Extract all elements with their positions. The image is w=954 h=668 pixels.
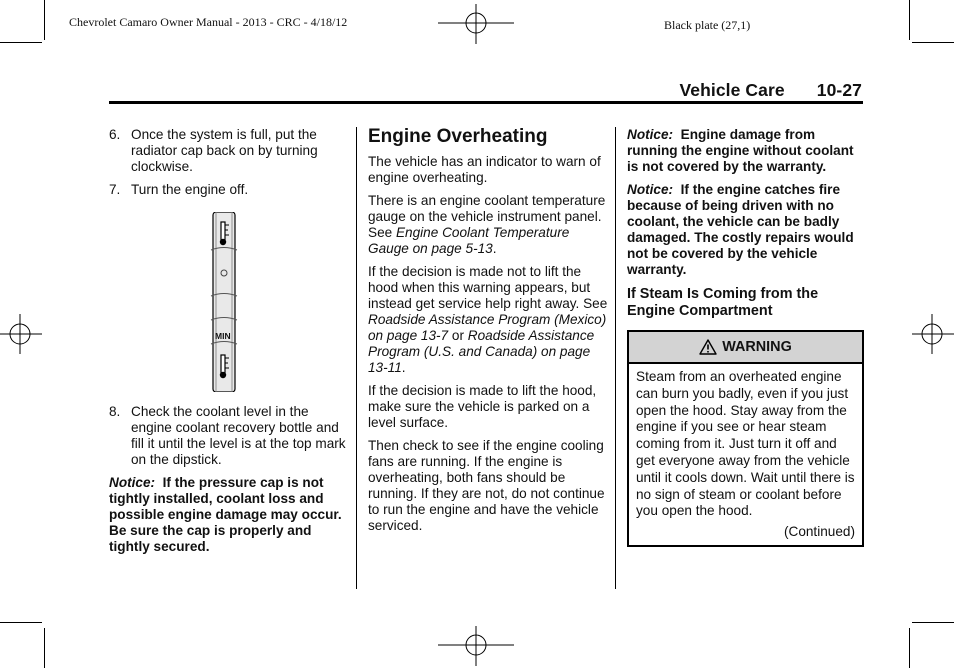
registration-mark-icon xyxy=(438,4,514,44)
header-rule xyxy=(109,101,863,104)
crop-mark xyxy=(909,0,910,40)
notice-label: Notice: xyxy=(627,182,674,197)
cross-reference-link[interactable]: Engine Coolant Temperature Gauge on page 5-13 xyxy=(368,225,570,256)
crop-mark xyxy=(909,628,910,668)
warning-text: Steam from an overheated engine can burn you badly, even if you just open the hood. Stay away from the engine if you see or hear steam coming from it. Just turn it off and get everyone away from the vehicle until it cools down. Wait until there is no sign of steam or coolant before you open the hood. xyxy=(636,369,855,519)
page-number: 10-27 xyxy=(816,80,862,100)
cross-reference-link[interactable]: Roadside Assistance Program (U.S. and Canada) on page 13-11 xyxy=(368,328,595,375)
paragraph: Then check to see if the engine cooling fans are running. If the engine is overheating, both fans should be running. If they are not, do not continue to run the engine and have the vehicle serviced. xyxy=(368,438,605,533)
column-divider xyxy=(356,127,357,589)
registration-mark-icon xyxy=(438,626,514,666)
notice-label: Notice: xyxy=(109,475,156,490)
plate-info-right: Black plate (27,1) xyxy=(664,18,751,32)
notice-paragraph xyxy=(109,475,349,555)
paragraph-text: . xyxy=(401,360,406,375)
list-item xyxy=(109,127,349,175)
step-number: 7. xyxy=(109,182,121,197)
coolant-dipstick-figure xyxy=(109,206,349,396)
continued-label: (Continued) xyxy=(783,524,855,540)
crop-mark xyxy=(0,622,42,623)
step-text: Check the coolant level in the engine coolant recovery bottle and fill it until the level is at the top mark on the dipstick. xyxy=(131,404,346,467)
list-item xyxy=(109,182,349,198)
crop-mark xyxy=(912,622,954,623)
dipstick-illustration-icon xyxy=(209,212,243,392)
column-2 xyxy=(368,127,608,541)
column-3 xyxy=(627,127,864,547)
crop-mark xyxy=(44,0,45,40)
warning-triangle-icon xyxy=(699,339,717,355)
notice-text: If the pressure cap is not tightly installed, coolant loss and possible engine damage may occur. Be sure the cap is properly and tightly secured. xyxy=(109,475,342,554)
cross-reference-link[interactable]: Roadside Assistance Program (Mexico) on page 13-7 xyxy=(368,312,607,343)
registration-mark-icon xyxy=(0,314,42,354)
crop-mark xyxy=(0,42,42,43)
crop-mark xyxy=(912,42,954,43)
subsection-heading: If Steam Is Coming from the Engine Compartment xyxy=(627,286,819,319)
step-number: 8. xyxy=(109,404,121,419)
warning-header xyxy=(629,332,862,364)
paragraph-text: There is an engine coolant temperature gauge on the vehicle instrument panel. See xyxy=(368,193,606,240)
list-item xyxy=(109,404,349,468)
paragraph: The vehicle has an indicator to warn of engine overheating. xyxy=(368,154,601,185)
paragraph xyxy=(368,193,608,257)
section-title: Vehicle Care xyxy=(679,80,785,100)
notice-label: Notice: xyxy=(627,127,674,142)
notice-text: If the engine catches fire because of being driven with no coolant, the vehicle can be badly damaged. The costly repairs would not be covered by the vehicle warranty. xyxy=(627,182,854,277)
column-1 xyxy=(109,127,349,562)
section-heading: Engine Overheating xyxy=(368,126,548,147)
warning-box xyxy=(627,330,864,547)
page-header xyxy=(0,80,862,101)
notice-paragraph xyxy=(627,182,864,278)
step-number: 6. xyxy=(109,127,121,142)
warning-title: WARNING xyxy=(722,339,792,355)
paragraph: If the decision is made to lift the hood, make sure the vehicle is parked on a level surface. xyxy=(368,383,597,430)
column-divider xyxy=(615,127,616,589)
paragraph-text: . xyxy=(492,241,497,256)
paragraph-text: If the decision is made not to lift the hood when this warning appears, but instead get service help right away. See xyxy=(368,264,608,311)
paragraph-text: or xyxy=(448,328,468,343)
paragraph xyxy=(368,264,608,376)
warning-body xyxy=(629,364,862,545)
step-text: Once the system is full, put the radiator cap back on by turning clockwise. xyxy=(131,127,318,174)
notice-text: Engine damage from running the engine without coolant is not covered by the warranty. xyxy=(627,127,854,174)
notice-paragraph xyxy=(627,127,864,175)
gauge-min-label: MIN xyxy=(215,331,231,341)
plate-info-left: Chevrolet Camaro Owner Manual - 2013 - CRC - 4/18/12 xyxy=(69,15,348,29)
registration-mark-icon xyxy=(912,314,954,354)
step-text: Turn the engine off. xyxy=(131,182,249,197)
crop-mark xyxy=(44,628,45,668)
